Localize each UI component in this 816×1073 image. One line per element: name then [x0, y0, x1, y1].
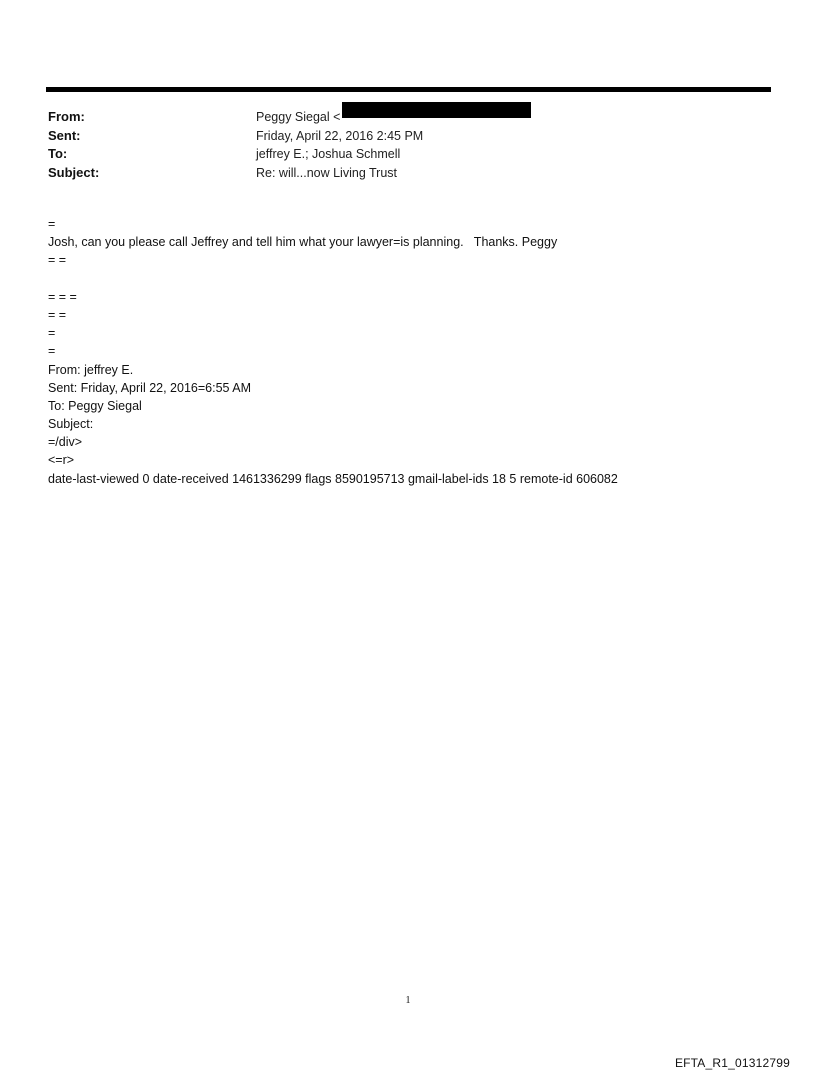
body-line: Subject:: [48, 417, 94, 432]
subject-value: Re: will...now Living Trust: [256, 165, 398, 180]
body-line: =: [48, 326, 56, 341]
subject-label: Subject:: [48, 164, 100, 180]
body-line: =: [48, 217, 56, 231]
body-line: To: Peggy Siegal: [48, 398, 142, 413]
to-label: To:: [48, 146, 68, 161]
header-divider: [46, 87, 771, 92]
body-line: <=r>: [48, 453, 75, 468]
body-line: = =: [48, 253, 67, 268]
subject-row: [48, 164, 768, 183]
body-line: date-last-viewed 0 date-received 1461336299 flags 8590195713 gmail-label-ids 18 5 remote-id 606082: [48, 471, 618, 486]
sent-row: [48, 127, 768, 146]
body-line: =: [48, 344, 56, 359]
from-row: [48, 108, 768, 127]
to-value: jeffrey E.; Joshua Schmell: [256, 147, 401, 161]
body-line: = = =: [48, 289, 77, 304]
email-body: [48, 215, 788, 488]
body-line: From: jeffrey E.: [48, 362, 134, 377]
body-line: Josh, can you please call Jeffrey and tell him what your lawyer=is planning. Thanks. Peggy: [48, 235, 558, 250]
body-line: = =: [48, 307, 67, 322]
from-label: From:: [48, 109, 85, 124]
redaction-box: [342, 102, 531, 118]
body-line: [48, 270, 788, 288]
body-line: Sent: Friday, April 22, 2016=6:55 AM: [48, 380, 252, 395]
to-row: [48, 145, 768, 164]
sent-value: Friday, April 22, 2016 2:45 PM: [256, 128, 424, 143]
page-number: 1: [405, 995, 411, 1006]
email-header: [48, 108, 768, 182]
from-sender: Peggy Siegal <: [256, 110, 341, 124]
from-value: [256, 108, 531, 127]
sent-label: Sent:: [48, 127, 81, 143]
document-id: EFTA_R1_01312799: [674, 1056, 790, 1070]
body-line: =/div>: [48, 435, 83, 450]
